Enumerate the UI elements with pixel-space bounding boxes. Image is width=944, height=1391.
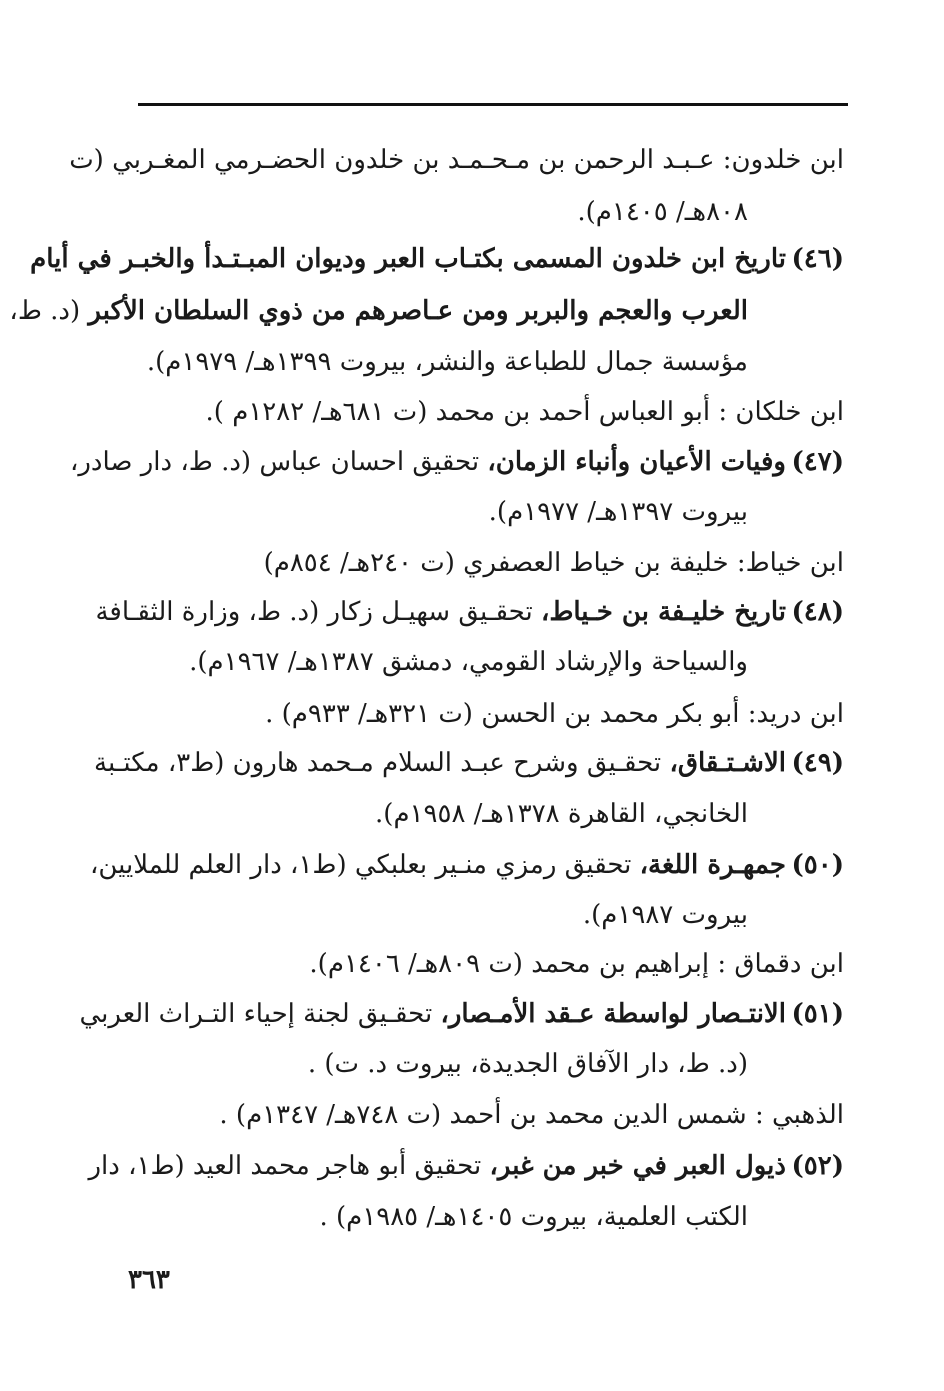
reference-number: (٤٦) <box>791 244 844 274</box>
reference-details: تحقـيق لجنة إحياء التـراث العربي <box>79 999 441 1029</box>
reference-title: تاريخ خليـفة بن خـياط، <box>540 597 786 627</box>
reference-number: (٤٨) <box>791 597 844 627</box>
reference-entry-continuation <box>583 897 748 933</box>
reference-entry-line <box>30 241 844 277</box>
author-entry-text: ابن خلدون: عـبـد الرحمن بن مـحـمـد بن خلدون الحضـرمي المغـربي (ت <box>69 145 844 175</box>
author-entry-line <box>219 1097 844 1133</box>
reference-title: الانتـصار لواسطة عـقد الأمـصار، <box>440 999 786 1029</box>
reference-entry-line <box>94 745 844 781</box>
reference-details: الكتب العلمية، بيروت ١٤٠٥هـ/ ١٩٨٥م) . <box>319 1202 748 1232</box>
reference-entry-continuation <box>9 293 748 329</box>
author-entry-line <box>69 142 844 178</box>
reference-entry-line <box>79 996 844 1032</box>
page-number: ٣٦٣ <box>128 1265 170 1295</box>
reference-entry-line <box>89 847 844 883</box>
author-entry-text: الذهبي : شمس الدين محمد بن أحمد (ت ٧٤٨هـ/ ١٣٤٧م) . <box>219 1100 844 1130</box>
reference-entry-continuation <box>375 796 748 832</box>
author-entry-text: ابن دريد: أبو بكر محمد بن الحسن (ت ٣٢١هـ/ ٩٣٣م) . <box>265 699 844 729</box>
reference-entry-continuation <box>308 1046 748 1082</box>
reference-details: تحقيق أبو هاجر محمد العيد (ط١، دار <box>88 1151 490 1181</box>
reference-title: العرب والعجم والبربر ومن عـاصرهم من ذوي السلطان الأكبر <box>88 296 748 326</box>
reference-number: (٤٩) <box>791 748 844 778</box>
author-entry-text: ابن دقماق : إبراهيم بن محمد (ت ٨٠٩هـ/ ١٤٠٦م). <box>309 949 844 979</box>
reference-entry-continuation <box>189 644 748 680</box>
reference-entry-continuation <box>320 1199 749 1235</box>
reference-details: بيروت ١٩٨٧م). <box>582 900 748 930</box>
author-entry-text: ٨٠٨هـ/ ١٤٠٥م). <box>577 197 748 227</box>
author-entry-continuation <box>577 194 748 230</box>
reference-entry-line <box>88 1148 844 1184</box>
reference-details: تحقيق احسان عباس (د. ط، دار صادر، <box>69 447 488 477</box>
author-entry-text: ابن خياط: خليفة بن خياط العصفري (ت ٢٤٠هـ/ ٨٥٤م) <box>263 548 844 578</box>
reference-number: (٥٠) <box>791 850 844 880</box>
reference-details: الخانجي، القاهرة ١٣٧٨هـ/ ١٩٥٨م). <box>375 799 748 829</box>
reference-title: وفيات الأعيان وأنباء الزمان، <box>487 447 786 477</box>
author-entry-line <box>309 946 844 982</box>
reference-title: ذيول العبر في خبر من غبر، <box>489 1151 786 1181</box>
reference-details: تحقـيق وشرح عبـد السلام مـحمد هارون (ط٣، مكتـبة <box>94 748 670 778</box>
author-entry-line <box>264 545 844 581</box>
reference-details: (د. ط، دار الآفاق الجديدة، بيروت د. ت) . <box>307 1049 748 1079</box>
reference-number: (٥٢) <box>791 1151 844 1181</box>
reference-details: تحقيق رمزي منـير بعلبكي (ط١، دار العلم للملايين، <box>89 850 640 880</box>
reference-entry-continuation <box>489 494 748 530</box>
reference-details: بيروت ١٣٩٧هـ/ ١٩٧٧م). <box>488 497 748 527</box>
reference-title: الاشـتـقاق، <box>669 748 786 778</box>
reference-entry-continuation <box>147 344 748 380</box>
reference-entry-line <box>69 444 844 480</box>
author-entry-text: ابن خلكان : أبو العباس أحمد بن محمد (ت ٦٨١هـ/ ١٢٨٢م ). <box>205 397 844 427</box>
reference-details: تحقـيق سهيـل زكار (د. ط، وزارة الثقـافة <box>95 597 541 627</box>
author-entry-line <box>206 394 844 430</box>
header-rule <box>138 103 848 106</box>
reference-title: جمهـرة اللغة، <box>639 850 786 880</box>
reference-entry-line <box>95 594 844 630</box>
reference-title: تاريخ ابن خلدون المسمى بكتـاب العبر وديوان المبـتـدأ والخبـر في أيام <box>30 244 786 274</box>
reference-details: والسياحة والإرشاد القومي، دمشق ١٣٨٧هـ/ ١٩٦٧م). <box>189 647 748 677</box>
reference-number: (٥١) <box>791 999 844 1029</box>
author-entry-line <box>265 696 844 732</box>
reference-number: (٤٧) <box>791 447 844 477</box>
reference-details: مؤسسة جمال للطباعة والنشر، بيروت ١٣٩٩هـ/ ١٩٧٩م). <box>146 347 748 377</box>
reference-details: (د. ط، <box>9 296 89 326</box>
